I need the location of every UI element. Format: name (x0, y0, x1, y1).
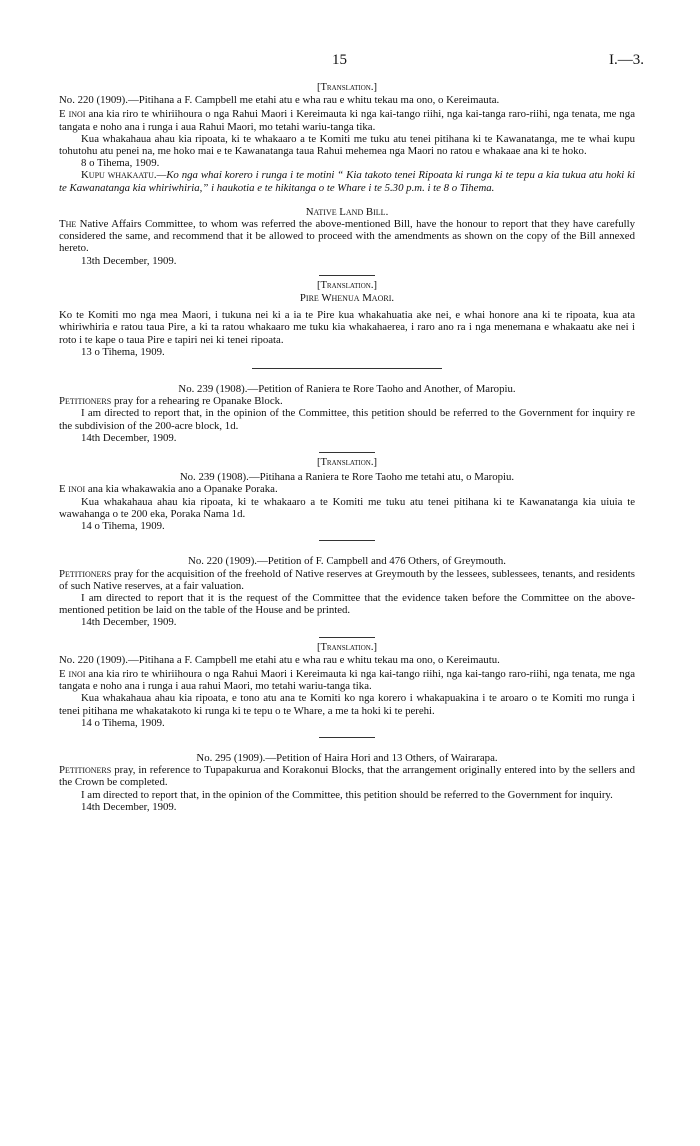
page-number: 15 (332, 52, 347, 68)
section-body (59, 568, 635, 592)
section-paragraph: Kua whakahaua ahau kia ripoata, ki te whakaaro a te Komiti me tuku atu tenei pitihana ki te Kawanatanga, me te whai kupu tohutohu atu penei na, me hoko mai e te Kawanatanga taua Rahui mehemea nga Maori no ratou e whakaae ana ki te hoko. (59, 132, 635, 158)
section-paragraph: Kua whakahaua ahau kia ripoata, e tono atu ana te Komiti ko nga korero i whakapuakina i te aroaro o te Komiti mo runga i tenei pitihana me whakatakoto ki runga ki te tepu o te Whare, a me ta hoki ki te perehi. (59, 692, 635, 717)
note-lead: Kupu whakaatu. (81, 169, 157, 182)
section-date: 14th December, 1909. (81, 800, 177, 813)
translation-label: [Translation.] (317, 457, 377, 469)
section-body (59, 108, 635, 132)
translation-label: [Translation.] (317, 82, 377, 93)
section-body: Ko te Komiti mo nga mea Maori, i tukuna nei ki a ia te Pire kua whakahuatia ake nei, e whai honore ana ki te ripoata, kua ata whiriwhiria e ratou taua Pire, a ki ta ratou whakaaro me tuku kia whakahaerea, i raro ano ra i nga menemana e whakaatu ake nei i roto i te kape o taua Pire e tapiri nei ki tenei ripoata. (59, 309, 635, 346)
section-paragraph: I am directed to report that it is the request of the Committee that the evidence taken before the Committee on the above-mentioned petition be laid on the table of the House and be printed. (59, 591, 635, 617)
divider (252, 368, 442, 369)
section-date: 13 o Tihema, 1909. (81, 345, 165, 358)
section-title: Native Land Bill. (305, 205, 389, 218)
divider (319, 275, 375, 276)
section-petition-239-maropiu (59, 383, 635, 453)
page-header (0, 52, 700, 72)
section-date: 13th December, 1909. (81, 254, 177, 267)
body-text: Native Affairs Committee, to whom was referred the above-mentioned Bill, have the honour to report that they have carefully considered the same, and recommend that it be allowed to proceed with the amendments as shown on the copy of the Bill annexed hereto. (59, 218, 635, 255)
section-title: No. 239 (1908).—Petition of Raniera te Rore Taoho and Another, of Maropiu. (178, 383, 516, 396)
section-pitihana-220-kereimautu (59, 642, 635, 738)
lead-word: Petitioners (59, 567, 112, 580)
body-text: ana kia riro te whiriihoura o nga Rahui Maori i Kereimauta ki nga kai-tango riihi, nga kai-tanga raro-riihi, nga tenata, me nga tangata e noho ana i runga i aua Rahui Maori, mo tetahi wariu-tanga tika. (59, 108, 635, 133)
body-text: ana kia whakawakia ano a Opanake Poraka. (87, 483, 278, 496)
section-body (59, 218, 635, 255)
lead-word: E inoi (59, 108, 86, 121)
section-petition-295-wairarapa (59, 752, 635, 813)
section-date: 14 o Tihema, 1909. (81, 520, 165, 533)
section-paragraph: Kua whakahaua ahau kia ripoata, ki te whakaaro a te Komiti me tuku atu tenei pitihana ki te Kawanatanga kia uiuia te wawahanga o te 200 eka, Poraka Nama 1d. (59, 495, 635, 520)
section-paragraph: I am directed to report that, in the opinion of the Committee, this petition should be referred to the Government for inquiry re the subdivision of the 200-acre block, 1d. (59, 407, 635, 432)
body-text: pray for a rehearing re Opanake Block. (113, 395, 283, 408)
body-text: ana kia riro te whiriihoura o nga Rahui Maori i Kereimauta ki nga kai-tango riihi, nga kai-tango raro-riihi, nga tenata, me nga tangata e noho ana i runga i aua rahui Maori, mo tetahi wariu-tanga tika. (59, 667, 635, 693)
section-date: 14th December, 1909. (81, 616, 177, 629)
section-date: 14th December, 1909. (81, 431, 177, 444)
section-title: No. 220 (1909).—Pitihana a F. Campbell me etahi atu e wha rau e whitu tekau ma ono, o Kereimauta. (59, 94, 500, 107)
section-title: No. 220 (1909).—Pitihana a F. Campbell me etahi atu e wha rau e whitu tekau ma ono, o Kereimautu. (59, 653, 500, 666)
section-body (59, 395, 635, 407)
body-text: pray for the acquisition of the freehold of Native reserves at Greymouth by the lessees, sublessees, tenants, and residents of such Native reserves, at a fair valuation. (59, 567, 635, 592)
lead-word: The (59, 218, 77, 231)
lead-word: E inoi (59, 667, 86, 680)
divider (319, 637, 375, 638)
section-petition-220-greymouth (59, 555, 635, 637)
section-body (59, 764, 635, 788)
paper-reference: I.—3. (609, 52, 644, 68)
section-title: No. 220 (1909).—Petition of F. Campbell and 476 Others, of Greymouth. (188, 555, 506, 568)
divider (319, 737, 375, 738)
lead-word: Petitioners (59, 395, 112, 408)
section-pire-whenua-maori (59, 280, 635, 369)
translation-label: [Translation.] (317, 279, 377, 291)
section-title: Pire Whenua Maori. (299, 292, 395, 305)
body-text: pray, in reference to Tupapakurua and Korakonui Blocks, that the arrangement originally entered into by the sellers and the Crown be completed. (59, 764, 636, 789)
note-text: —Ko nga whai korero i runga i te motini “ Kia takoto tenei Ripoata ki runga ki te tepu a kia tukua atu hoki ki te Kawanatanga kia whiriwhiria,” i haukotia e te hikitanga o te Whare i te 5.30 p.m. i te 8 o Tihema. (59, 169, 635, 194)
page-content (59, 72, 635, 815)
section-pitihana-239-maropiu (59, 457, 635, 541)
translation-label: [Translation.] (317, 641, 377, 653)
section-date: 14 o Tihema, 1909. (81, 716, 165, 729)
section-title: No. 239 (1908).—Pitihana a Raniera te Rore Taoho me tetahi atu, o Maropiu. (179, 471, 515, 484)
section-native-land-bill (59, 206, 635, 276)
kupu-whakaatu-note (59, 169, 635, 193)
section-body (59, 668, 635, 692)
divider (319, 452, 375, 453)
lead-word: E inoi (59, 483, 86, 496)
section-translation-220-kereimauta (59, 82, 635, 194)
section-date: 8 o Tihema, 1909. (81, 157, 160, 170)
lead-word: Petitioners (59, 764, 112, 777)
section-paragraph: I am directed to report that, in the opinion of the Committee, this petition should be referred to the Government for inquiry. (81, 788, 613, 801)
divider (319, 540, 375, 541)
section-title: No. 295 (1909).—Petition of Haira Hori and 13 Others, of Wairarapa. (196, 751, 498, 764)
section-body (59, 483, 635, 495)
